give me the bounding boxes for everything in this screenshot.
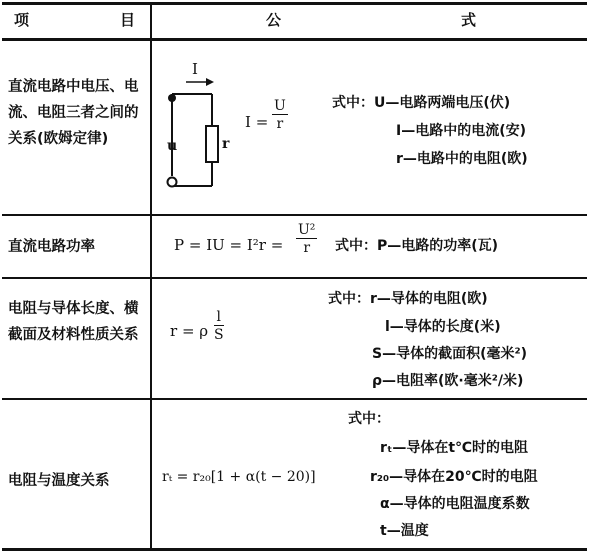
temperature-desc-rt: rₜ—导体在t℃时的电阻 <box>380 440 528 456</box>
resistivity-desc-r: 式中：r—导体的电阻(欧) <box>328 291 488 307</box>
header-item-char-1: 项 <box>14 11 30 29</box>
table-top-border <box>2 2 587 5</box>
circuit-diagram <box>162 58 232 194</box>
temperature-desc-intro: 式中： <box>348 411 390 427</box>
row-4-label: 电阻与温度关系 <box>8 473 110 489</box>
column-divider <box>150 2 152 551</box>
resistivity-denominator: S <box>214 327 224 343</box>
resistor-label: r <box>222 136 230 152</box>
header-formula-char-1: 公 <box>266 11 282 29</box>
ohm-numerator: U <box>274 98 286 114</box>
resistivity-desc-s: S—导体的截面积(毫米²) <box>372 346 528 362</box>
ohm-desc-voltage: 式中：U—电路两端电压(伏) <box>332 95 511 111</box>
ohm-denominator: r <box>276 116 284 132</box>
ohm-formula-fraction <box>272 99 288 131</box>
bottom-terminal <box>168 178 177 187</box>
temperature-desc-alpha: α—导体的电阻温度系数 <box>380 496 530 512</box>
voltage-label: u <box>167 138 178 154</box>
temperature-desc-t: t—温度 <box>380 523 429 539</box>
header-item-char-2: 目 <box>120 11 136 29</box>
resistor-symbol <box>206 126 218 162</box>
top-terminal <box>168 94 176 102</box>
ohm-formula-lhs: I = <box>245 113 269 131</box>
power-formula-lhs: P = IU = I²r = <box>174 236 284 254</box>
current-arrow <box>186 78 214 86</box>
power-numerator: U² <box>298 222 316 238</box>
row-3-label: 电阻与导体长度、横截面及材料性质关系 <box>8 301 139 343</box>
row-divider-3 <box>2 398 587 400</box>
power-formula-fraction <box>296 223 317 255</box>
row-2-label: 直流电路功率 <box>8 239 95 255</box>
resistivity-desc-rho: ρ—电阻率(欧·毫米²/米) <box>372 373 524 389</box>
formula-table <box>2 2 587 551</box>
header-divider <box>2 38 587 41</box>
power-desc: 式中：P—电路的功率(瓦) <box>335 238 499 254</box>
ohm-desc-current: I—电路中的电流(安) <box>396 123 527 139</box>
row-divider-2 <box>2 277 587 279</box>
row-divider-1 <box>2 214 587 216</box>
row-1-label: 直流电路中电压、电流、电阻三者之间的关系(欧姆定律) <box>8 79 139 147</box>
temperature-formula: rₜ = r₂₀[1 + α(t − 20)] <box>162 469 316 485</box>
current-label: I <box>192 60 198 78</box>
resistivity-desc-l: l—导体的长度(米) <box>385 319 501 335</box>
temperature-desc-r20: r₂₀—导体在20℃时的电阻 <box>370 469 538 485</box>
resistivity-formula-lhs: r = ρ <box>170 322 209 340</box>
ohm-desc-resistance: r—电路中的电阻(欧) <box>396 151 528 167</box>
resistivity-numerator: l <box>216 309 222 325</box>
power-denominator: r <box>303 240 311 256</box>
table-bottom-border <box>2 548 587 551</box>
header-formula-char-2: 式 <box>461 11 477 29</box>
resistivity-formula-fraction <box>214 310 224 342</box>
